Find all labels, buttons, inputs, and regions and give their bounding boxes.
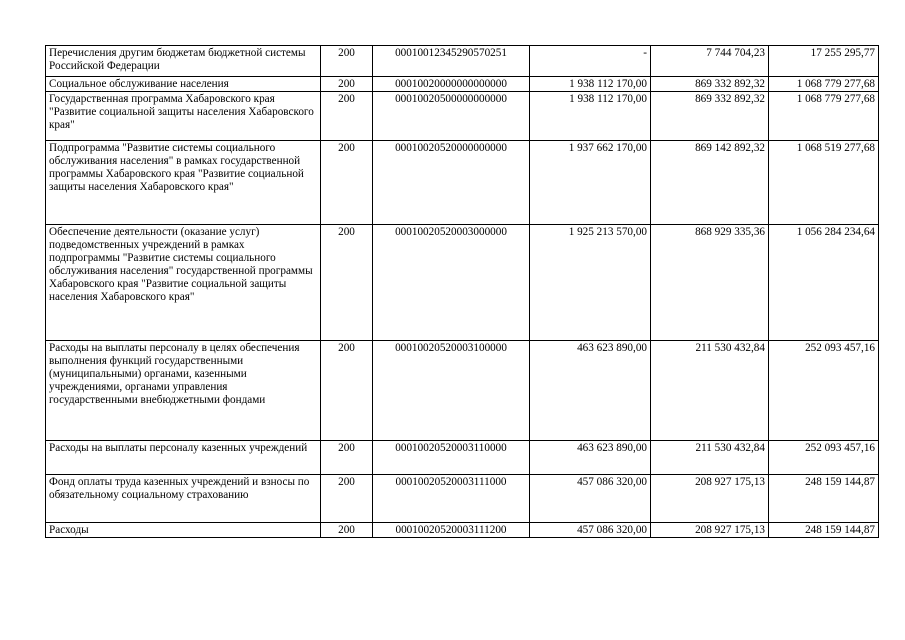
table-row — [46, 46, 879, 77]
row-approved-cell: 457 086 320,00 — [530, 523, 651, 538]
budget-execution-table — [45, 45, 879, 538]
row-kbk-cell: 00010020520003100000 — [373, 341, 530, 441]
row-code-cell: 200 — [321, 77, 373, 92]
row-code-cell: 200 — [321, 341, 373, 441]
row-unexecuted-cell: 248 159 144,87 — [769, 523, 879, 538]
row-name-cell: Подпрограмма "Развитие системы социального обслуживания населения" в рамках государственной программы Хабаровского края "Развитие социальной защиты населения Хабаровского края" — [46, 141, 321, 225]
row-kbk-cell: 00010020520003110000 — [373, 441, 530, 475]
row-kbk-cell: 00010020520003111000 — [373, 475, 530, 523]
row-executed-cell: 211 530 432,84 — [651, 441, 769, 475]
row-approved-cell: 457 086 320,00 — [530, 475, 651, 523]
row-code-cell: 200 — [321, 92, 373, 141]
row-name-cell: Социальное обслуживание населения — [46, 77, 321, 92]
row-executed-cell: 208 927 175,13 — [651, 523, 769, 538]
row-unexecuted-cell: 1 068 779 277,68 — [769, 77, 879, 92]
table-row — [46, 441, 879, 475]
row-executed-cell: 869 332 892,32 — [651, 92, 769, 141]
row-unexecuted-cell: 252 093 457,16 — [769, 341, 879, 441]
row-name-cell: Фонд оплаты труда казенных учреждений и взносы по обязательному социальному страхованию — [46, 475, 321, 523]
row-approved-cell: 1 937 662 170,00 — [530, 141, 651, 225]
table-row — [46, 141, 879, 225]
row-name-cell: Перечисления другим бюджетам бюджетной системы Российской Федерации — [46, 46, 321, 77]
row-kbk-cell: 00010020520000000000 — [373, 141, 530, 225]
row-name-cell: Обеспечение деятельности (оказание услуг) подведомственных учреждений в рамках подпрограммы "Развитие системы социального обслуживания населения" государственной программы Хабаровского края "Развитие социальной защиты населения Хабаровского края" — [46, 225, 321, 341]
row-unexecuted-cell: 17 255 295,77 — [769, 46, 879, 77]
row-unexecuted-cell: 1 056 284 234,64 — [769, 225, 879, 341]
row-approved-cell: 463 623 890,00 — [530, 441, 651, 475]
table-row — [46, 341, 879, 441]
row-approved-cell: - — [530, 46, 651, 77]
table-row — [46, 92, 879, 141]
row-unexecuted-cell: 1 068 519 277,68 — [769, 141, 879, 225]
row-kbk-cell: 00010012345290570251 — [373, 46, 530, 77]
row-code-cell: 200 — [321, 46, 373, 77]
row-name-cell: Расходы на выплаты персоналу казенных учреждений — [46, 441, 321, 475]
row-kbk-cell: 00010020520003000000 — [373, 225, 530, 341]
row-approved-cell: 1 938 112 170,00 — [530, 92, 651, 141]
row-code-cell: 200 — [321, 141, 373, 225]
row-approved-cell: 463 623 890,00 — [530, 341, 651, 441]
row-unexecuted-cell: 1 068 779 277,68 — [769, 92, 879, 141]
row-code-cell: 200 — [321, 475, 373, 523]
row-executed-cell: 869 142 892,32 — [651, 141, 769, 225]
row-kbk-cell: 00010020500000000000 — [373, 92, 530, 141]
row-executed-cell: 869 332 892,32 — [651, 77, 769, 92]
row-code-cell: 200 — [321, 441, 373, 475]
row-name-cell: Расходы на выплаты персоналу в целях обеспечения выполнения функций государственными (муниципальными) органами, казенными учреждениями, органами управления государственными внебюджетными фондами — [46, 341, 321, 441]
row-code-cell: 200 — [321, 225, 373, 341]
row-approved-cell: 1 938 112 170,00 — [530, 77, 651, 92]
table-row — [46, 523, 879, 538]
row-name-cell: Расходы — [46, 523, 321, 538]
row-unexecuted-cell: 248 159 144,87 — [769, 475, 879, 523]
row-name-cell: Государственная программа Хабаровского края "Развитие социальной защиты населения Хабаровского края" — [46, 92, 321, 141]
row-executed-cell: 7 744 704,23 — [651, 46, 769, 77]
row-kbk-cell: 00010020000000000000 — [373, 77, 530, 92]
row-executed-cell: 868 929 335,36 — [651, 225, 769, 341]
row-executed-cell: 208 927 175,13 — [651, 475, 769, 523]
row-unexecuted-cell: 252 093 457,16 — [769, 441, 879, 475]
table-row — [46, 77, 879, 92]
table-row — [46, 225, 879, 341]
row-code-cell: 200 — [321, 523, 373, 538]
row-approved-cell: 1 925 213 570,00 — [530, 225, 651, 341]
row-executed-cell: 211 530 432,84 — [651, 341, 769, 441]
table-row — [46, 475, 879, 523]
row-kbk-cell: 00010020520003111200 — [373, 523, 530, 538]
